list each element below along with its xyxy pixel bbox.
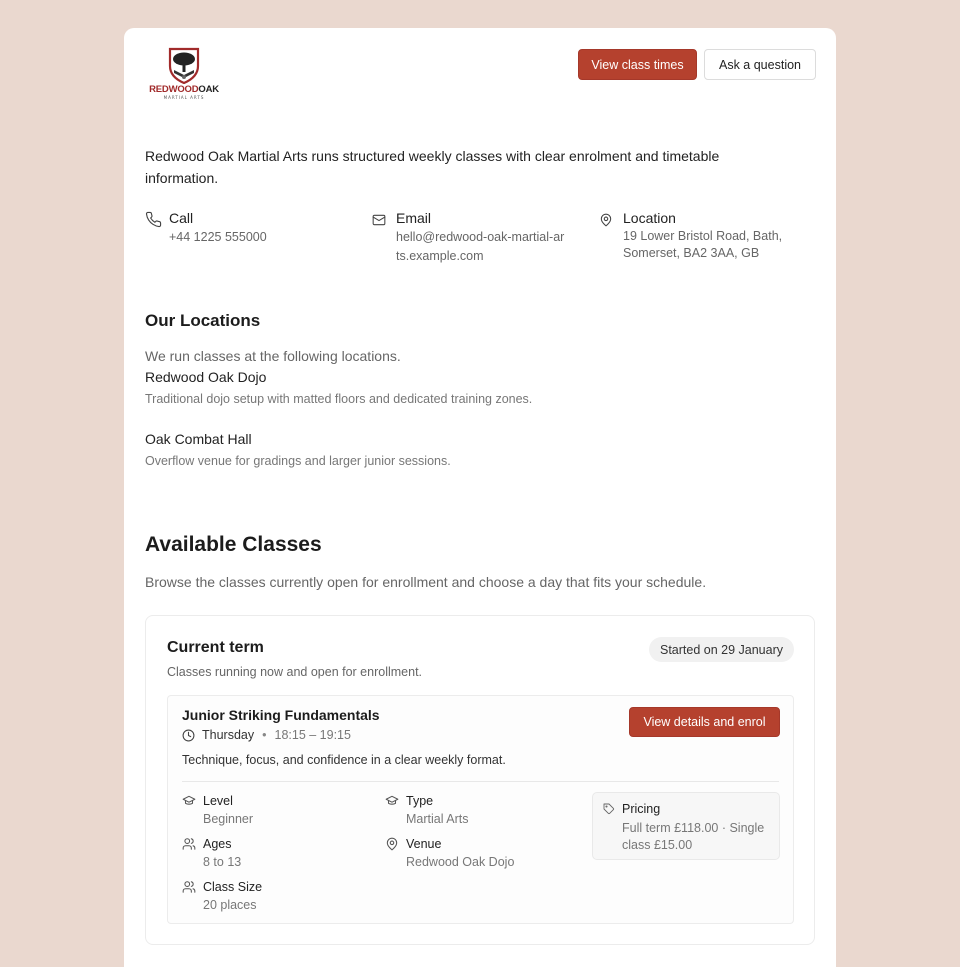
attr-value: 8 to 13	[203, 855, 242, 869]
graduation-cap-icon	[385, 794, 399, 808]
location-name: Redwood Oak Dojo	[145, 369, 267, 385]
tag-icon	[603, 803, 615, 851]
attr-class-size	[182, 878, 262, 915]
term-title: Current term	[167, 639, 264, 656]
location-description: Traditional dojo setup with matted floors and dedicated training zones.	[145, 392, 533, 406]
contact-label: Call	[169, 210, 194, 226]
contact-label: Location	[623, 210, 676, 226]
map-pin-icon	[599, 211, 617, 229]
class-time: 18:15 – 19:15	[274, 728, 351, 742]
main-card	[124, 28, 836, 967]
pricing-label: Pricing	[622, 802, 661, 816]
current-term-panel	[145, 615, 815, 945]
intro-text: Redwood Oak Martial Arts runs structured weekly classes with clear enrolment and timetable information.	[145, 148, 720, 186]
attr-label: Venue	[406, 837, 442, 851]
attr-value: Redwood Oak Dojo	[406, 855, 515, 869]
classes-subtitle: Browse the classes currently open for enrollment and choose a day that fits your schedule.	[145, 574, 707, 590]
locations-subtitle: We run classes at the following locations.	[145, 348, 401, 364]
attr-value: Martial Arts	[406, 812, 469, 826]
pricing-panel	[592, 792, 780, 860]
attr-ages	[182, 835, 241, 872]
pricing-value: Full term £118.00 · Single class £15.00	[622, 821, 765, 852]
classes-heading: Available Classes	[145, 533, 322, 556]
location-name: Oak Combat Hall	[145, 431, 252, 447]
graduation-cap-icon	[182, 794, 196, 808]
address: 19 Lower Bristol Road, Bath, Somerset, BA2 3AA, GB	[623, 229, 783, 260]
attr-level	[182, 792, 253, 829]
class-card	[167, 695, 794, 924]
contact-call[interactable]	[145, 209, 355, 247]
attr-label: Class Size	[203, 880, 263, 894]
clock-icon	[182, 729, 195, 742]
view-class-times-button[interactable]: View class times	[578, 49, 697, 80]
brand-tagline: MARTIAL ARTS	[163, 95, 205, 100]
phone-icon	[145, 211, 163, 229]
tree-shield-crest-icon	[167, 46, 201, 84]
brand-name: REDWOODOAK	[149, 84, 219, 95]
separator-dot: •	[262, 728, 267, 742]
locations-heading: Our Locations	[145, 311, 261, 330]
location-description: Overflow venue for gradings and larger junior sessions.	[145, 454, 451, 468]
divider	[182, 781, 779, 782]
map-pin-icon	[385, 837, 399, 851]
attr-type	[385, 792, 469, 829]
contact-email[interactable]	[372, 209, 572, 266]
phone-number[interactable]: +44 1225 555000	[169, 230, 267, 244]
attr-venue	[385, 835, 514, 872]
attr-label: Type	[406, 794, 434, 808]
email-address[interactable]: hello@redwood-oak-martial-arts.example.com	[396, 230, 565, 263]
class-name: Junior Striking Fundamentals	[182, 707, 380, 723]
term-subtitle: Classes running now and open for enrollment.	[167, 665, 423, 679]
contact-location[interactable]	[599, 209, 799, 262]
ask-question-button[interactable]: Ask a question	[704, 49, 816, 80]
brand-logo[interactable]	[144, 46, 224, 106]
attr-value: 20 places	[203, 898, 257, 912]
attr-value: Beginner	[203, 812, 254, 826]
attr-label: Ages	[203, 837, 232, 851]
users-icon	[182, 880, 196, 894]
mail-icon	[372, 211, 390, 229]
attr-label: Level	[203, 794, 233, 808]
view-details-enrol-button[interactable]: View details and enrol	[629, 707, 780, 737]
class-day: Thursday	[202, 728, 255, 742]
contact-label: Email	[396, 210, 432, 226]
term-start-badge: Started on 29 January	[649, 637, 794, 662]
class-description: Technique, focus, and confidence in a clear weekly format.	[182, 753, 506, 767]
class-schedule	[182, 728, 351, 742]
users-icon	[182, 837, 196, 851]
